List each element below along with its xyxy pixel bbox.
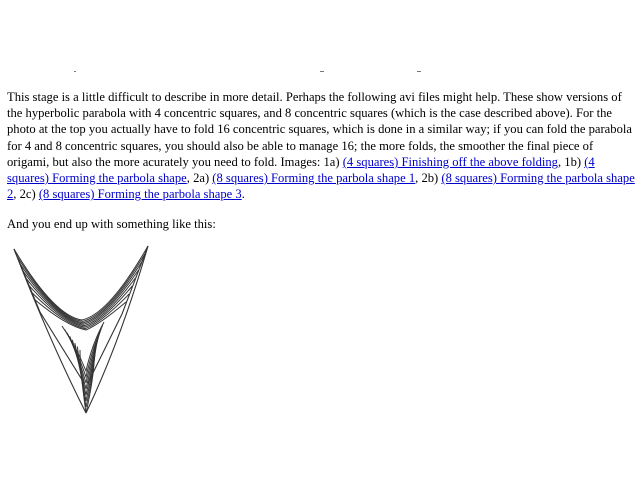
hyperbolic-parabola-icon	[10, 242, 156, 417]
image-edge-mark	[74, 71, 76, 72]
link-8-squares-forming-1[interactable]: (8 squares) Forming the parbola shape 1	[212, 171, 416, 186]
outer-edge	[14, 249, 84, 383]
image-edge-mark	[417, 71, 421, 72]
hyperbolic-parabola-figure	[10, 242, 156, 417]
result-paragraph: And you end up with something like this:	[7, 217, 216, 232]
link-4-squares-finishing[interactable]: (4 squares) Finishing off the above folding	[342, 154, 558, 169]
fold-curve	[67, 329, 101, 383]
link-8-squares-forming-3[interactable]: (8 squares) Forming the parbola shape 3	[38, 187, 242, 202]
document-page	[7, 0, 635, 233]
link-4-squares-forming[interactable]: (4 squares) Forming the parbola shape	[7, 154, 595, 186]
instruction-paragraph: This stage is a little difficult to describe in more detail. Perhaps the following avi files might help. These show versions of the hyperbolic parabola with 4 concentric squares, and 8 concentric squares (which is the case described above). For the photo at the top you actually have to fold 16 concentric squares, which is done in a similar way; if you can fold the parabola for 4 and 8 concentric squares, you should also be able to manage 16; the more folds, the smoother the final piece of origami, but also the more acurately you need to fold. Images: 1a) (4 squares) Finishing off the above folding, 1b) (4 squares) Forming the parbola shape, 2a) (8 squares) Forming the parbola shape 1, 2b) (8 squares) Forming the parbola shape 2, 2c) (8 squares) Forming the parbola shape 3.	[7, 90, 635, 202]
top-image-remnant	[7, 0, 635, 82]
fold-curve	[65, 325, 103, 377]
image-edge-mark	[320, 71, 324, 72]
link-8-squares-forming-2[interactable]: (8 squares) Forming the parbola shape 2	[7, 171, 635, 202]
intro-text: This stage is a little difficult to describe in more detail. Perhaps the following avi files might help. These show versions of the hyperbolic parabola with 4 concentric squares, and 8 concentric squares (which is the case described above). For the photo at the top you actually have to fold 16 concentric squares, which is done in a similar way; if you can fold the parabola for 4 and 8 concentric squares, you should also be able to manage 16; the more folds, the smoother the final piece of origami, but also the more acurately you need to fold. Images: 1a)	[7, 90, 632, 169]
